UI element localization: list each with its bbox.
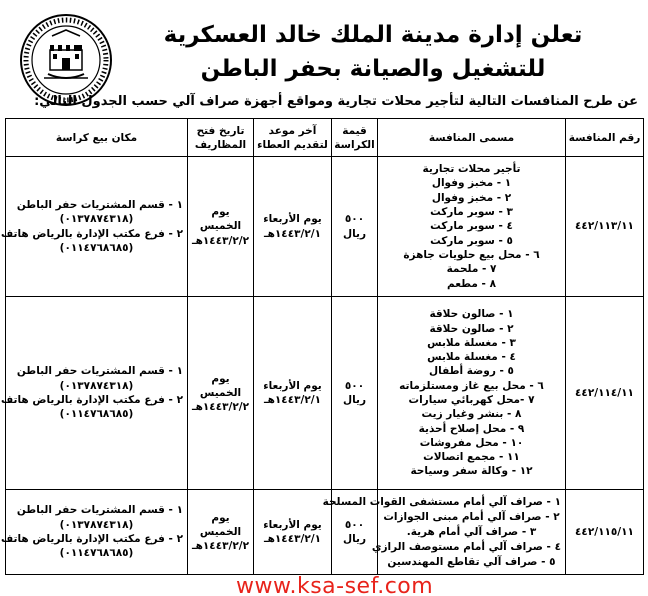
col-sale-place: مكان بيع كراسة [6,119,188,157]
sale-place-line: (٠١١٤٧٦٨٦٨٥) [59,547,134,560]
tender-item: ٣ - مغسلة ملابس [427,336,516,349]
tender-item: ٥ - صراف آلي تقاطع المهندسين [387,555,556,568]
col-price: قيمة الكراسة [332,119,378,157]
col-tender-name: مسمى المنافسة [378,119,566,157]
table-row [6,157,644,297]
col-deadline: آخر موعد لتقديم العطاء [254,119,332,157]
table-row [6,297,644,490]
tender-item: ٦ - محل بيع حلويات جاهزة [403,248,540,261]
deadline-cell: يوم الأربعاء ١٤٤٣/٢/١هـ [254,490,332,575]
tender-item: ٨ - مطعم [447,277,496,290]
tender-item: ١ - صالون حلاقة [429,308,514,321]
tender-item: ٨ - بنشر وغيار زيت [421,408,522,421]
sale-place-line: (٠١٣٧٨٧٤٣١٨) [59,379,134,392]
announcement-intro: عن طرح المنافسات التالية لتأجير محلات تجارية ومواقع أجهزة صراف آلي حسب الجدول التالي: [34,94,638,109]
tender-item: ٥ - روضة أطفال [429,365,514,378]
sale-place-line: ٢ - فرع مكتب الإدارة بالرياض هاتف [1,533,183,545]
tender-no-cell: ٤٤٢/١١٣/١١ [566,157,644,297]
sale-place-line: (٠١٣٧٨٧٤٣١٨) [59,518,134,531]
price-cell: ٥٠٠ ريال [332,297,378,490]
tender-no-cell: ٤٤٢/١١٤/١١ [566,297,644,490]
announcement-subtitle: للتشغيل والصيانة بحفر الباطن [200,56,546,82]
tender-item: ٣ - سوبر ماركت [430,206,513,219]
tender-item: تأجير محلات تجارية [422,163,521,176]
sale-place-line: ١ - قسم المشتريات حفر الباطن [16,198,183,211]
tender-item: ٤ - صراف آلي أمام مستوصف الرازي [371,540,561,553]
tender-item: ٦ - محل بيع غاز ومستلزماته [399,379,544,392]
tender-item: ٧ - ملحمة [446,263,497,276]
tender-no-cell: ٤٤٢/١١٥/١١ [566,490,644,575]
opening-cell: يوم الخميس ١٤٤٣/٢/٢هـ [188,157,254,297]
sale-place-line: (٠١١٤٧٦٨٦٨٥) [59,408,134,421]
price-cell: ٥٠٠ ريال [332,490,378,575]
tender-item: ٣ - صراف آلي أمام هرية. [406,525,537,538]
sale-place-cell [1,490,188,575]
tender-item: ٢ - صراف آلي أمام مبنى الجوازات [383,510,560,523]
price-cell: ٥٠٠ ريال [332,157,378,297]
sale-place-line: ١ - قسم المشتريات حفر الباطن [16,365,183,378]
tender-item: ٤ - سوبر ماركت [430,220,513,233]
sale-place-cell [1,297,188,490]
announcement-header [0,0,648,118]
announcement-title: تعلن إدارة مدينة الملك خالد العسكرية [163,22,583,48]
tender-item: ١٢ - وكالة سفر وسياحة [410,465,533,478]
deadline-cell: يوم الأربعاء ١٤٤٣/٢/١هـ [254,297,332,490]
tender-item: ٩ - محل إصلاح أحذية [418,422,525,435]
sale-place-line: ١ - قسم المشتريات حفر الباطن [16,504,183,517]
table-row [6,490,644,575]
sale-place-line: (٠١٣٧٨٧٤٣١٨) [59,213,134,226]
tender-item: ٢ - مخبز وفوال [431,191,512,204]
sale-place-line: ٢ - فرع مكتب الإدارة بالرياض هاتف [1,227,183,240]
tender-items-cell [378,297,566,490]
tender-item: ١ - مخبز وفوال [431,177,512,190]
tender-item: ٧ -محل كهربائي سيارات [408,394,535,406]
col-opening: تاريخ فتح المظاريف [188,119,254,157]
tender-item: ٤ - مغسلة ملابس [427,351,516,364]
tender-item: ٥ - سوبر ماركت [430,234,513,247]
tender-item: ١٠ - محل مفروشات [419,436,524,449]
tender-item: ١ - صراف آلي أمام مستشفى القوات المسلحة [322,495,561,508]
tender-item: ١١ - مجمع اتصالات [423,451,520,464]
opening-cell: يوم الخميس ١٤٤٣/٢/٢هـ [188,297,254,490]
sale-place-cell [1,157,188,297]
col-tender-no: رقم المنافسة [566,119,644,157]
watermark-url: www.ksa-sef.com [236,574,434,596]
tender-items-cell [378,157,566,297]
tender-item: ٢ - صالون حلاقة [429,322,514,335]
sale-place-line: ٢ - فرع مكتب الإدارة بالرياض هاتف [1,394,183,406]
tenders-table [1,118,644,575]
table-header-row [6,119,644,157]
deadline-cell: يوم الأربعاء ١٤٤٣/٢/١هـ [254,157,332,297]
sale-place-line: (٠١١٤٧٦٨٦٨٥) [59,241,134,254]
opening-cell: يوم الخميس ١٤٤٣/٢/٢هـ [188,490,254,575]
